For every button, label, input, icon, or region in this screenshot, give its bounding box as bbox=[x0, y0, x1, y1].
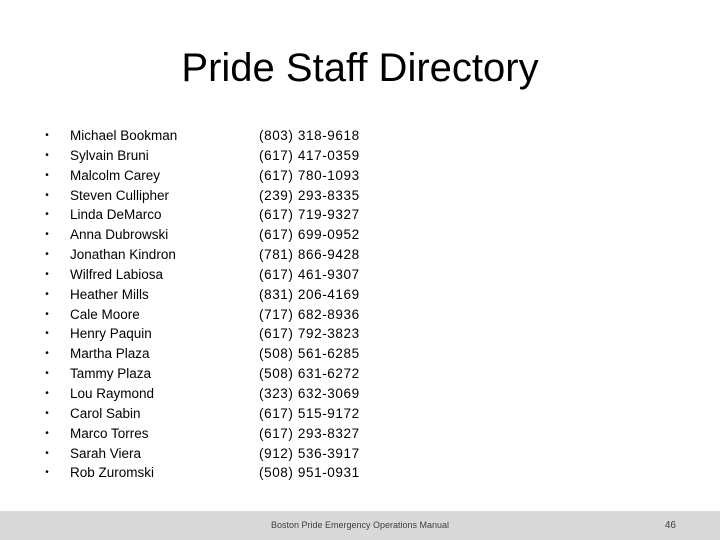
bullet-icon: • bbox=[45, 189, 49, 201]
bullet-icon: • bbox=[45, 169, 49, 181]
staff-name: Cale Moore bbox=[70, 306, 140, 322]
bullet-icon: • bbox=[45, 447, 49, 459]
bullet-icon: • bbox=[45, 368, 49, 380]
staff-phone: (239) 293-8335 bbox=[259, 187, 360, 203]
staff-phone: (912) 536-3917 bbox=[259, 445, 360, 461]
list-item bbox=[40, 225, 380, 245]
bullet-icon: • bbox=[45, 268, 49, 280]
list-item bbox=[40, 404, 380, 424]
staff-name: Michael Bookman bbox=[70, 128, 178, 143]
bullet-icon: • bbox=[45, 328, 49, 340]
bullet-icon: • bbox=[45, 407, 49, 419]
list-item bbox=[40, 205, 380, 225]
bullet-icon: • bbox=[45, 308, 49, 320]
slide-title: Pride Staff Directory bbox=[181, 46, 539, 90]
staff-name: Linda DeMarco bbox=[70, 207, 162, 223]
staff-phone: (617) 699-0952 bbox=[259, 227, 360, 243]
list-item bbox=[40, 463, 380, 483]
staff-phone: (617) 417-0359 bbox=[259, 147, 360, 163]
staff-phone: (617) 293-8327 bbox=[259, 425, 360, 441]
staff-name: Sylvain Bruni bbox=[70, 147, 149, 163]
list-item bbox=[40, 305, 380, 325]
staff-name: Lou Raymond bbox=[70, 385, 155, 401]
staff-phone: (617) 792-3823 bbox=[259, 326, 360, 342]
bullet-icon: • bbox=[45, 209, 49, 221]
list-item bbox=[40, 245, 380, 265]
staff-name: Martha Plaza bbox=[70, 346, 150, 362]
list-item bbox=[40, 186, 380, 206]
staff-name: Jonathan Kindron bbox=[70, 247, 176, 263]
list-item bbox=[40, 384, 380, 404]
staff-phone: (617) 461-9307 bbox=[259, 266, 360, 282]
footer-text: Boston Pride Emergency Operations Manual bbox=[270, 520, 450, 530]
staff-phone: (508) 561-6285 bbox=[259, 346, 360, 362]
list-item bbox=[40, 324, 380, 344]
list-item bbox=[40, 364, 380, 384]
staff-phone: (508) 631-6272 bbox=[259, 366, 360, 382]
bullet-icon: • bbox=[45, 249, 49, 261]
bullet-icon: • bbox=[45, 130, 49, 141]
bullet-icon: • bbox=[45, 427, 49, 439]
staff-name: Wilfred Labiosa bbox=[70, 266, 164, 282]
staff-name: Steven Cullipher bbox=[70, 187, 170, 203]
staff-phone: (323) 632-3069 bbox=[259, 385, 360, 401]
staff-name: Rob Zuromski bbox=[70, 465, 155, 481]
page-number: 46 bbox=[664, 520, 676, 531]
staff-phone: (617) 719-9327 bbox=[259, 207, 360, 223]
bullet-icon: • bbox=[45, 149, 49, 161]
list-item bbox=[40, 424, 380, 444]
bullet-icon: • bbox=[45, 348, 49, 360]
staff-name: Marco Torres bbox=[70, 425, 149, 441]
list-item bbox=[40, 444, 380, 464]
list-item bbox=[40, 344, 380, 364]
list-item bbox=[40, 166, 380, 186]
list-item bbox=[40, 146, 380, 166]
staff-name: Heather Mills bbox=[70, 286, 149, 302]
staff-phone: (831) 206-4169 bbox=[259, 286, 360, 302]
staff-name: Anna Dubrowski bbox=[70, 227, 169, 243]
list-item bbox=[40, 285, 380, 305]
staff-phone: (803) 318-9618 bbox=[259, 128, 360, 143]
staff-name: Malcolm Carey bbox=[70, 167, 161, 183]
list-item bbox=[40, 265, 380, 285]
staff-name: Tammy Plaza bbox=[70, 366, 152, 382]
staff-phone: (617) 780-1093 bbox=[259, 167, 360, 183]
bullet-icon: • bbox=[45, 387, 49, 399]
staff-name: Carol Sabin bbox=[70, 405, 141, 421]
bullet-icon: • bbox=[45, 467, 49, 479]
staff-phone: (717) 682-8936 bbox=[259, 306, 360, 322]
staff-directory-list bbox=[40, 126, 380, 483]
list-item bbox=[40, 126, 380, 146]
staff-phone: (781) 866-9428 bbox=[259, 247, 360, 263]
bullet-icon: • bbox=[45, 229, 49, 241]
bullet-icon: • bbox=[45, 288, 49, 300]
staff-name: Henry Paquin bbox=[70, 326, 152, 342]
staff-phone: (508) 951-0931 bbox=[259, 465, 360, 481]
footer-bar bbox=[0, 511, 720, 540]
staff-phone: (617) 515-9172 bbox=[259, 405, 360, 421]
staff-name: Sarah Viera bbox=[70, 445, 142, 461]
